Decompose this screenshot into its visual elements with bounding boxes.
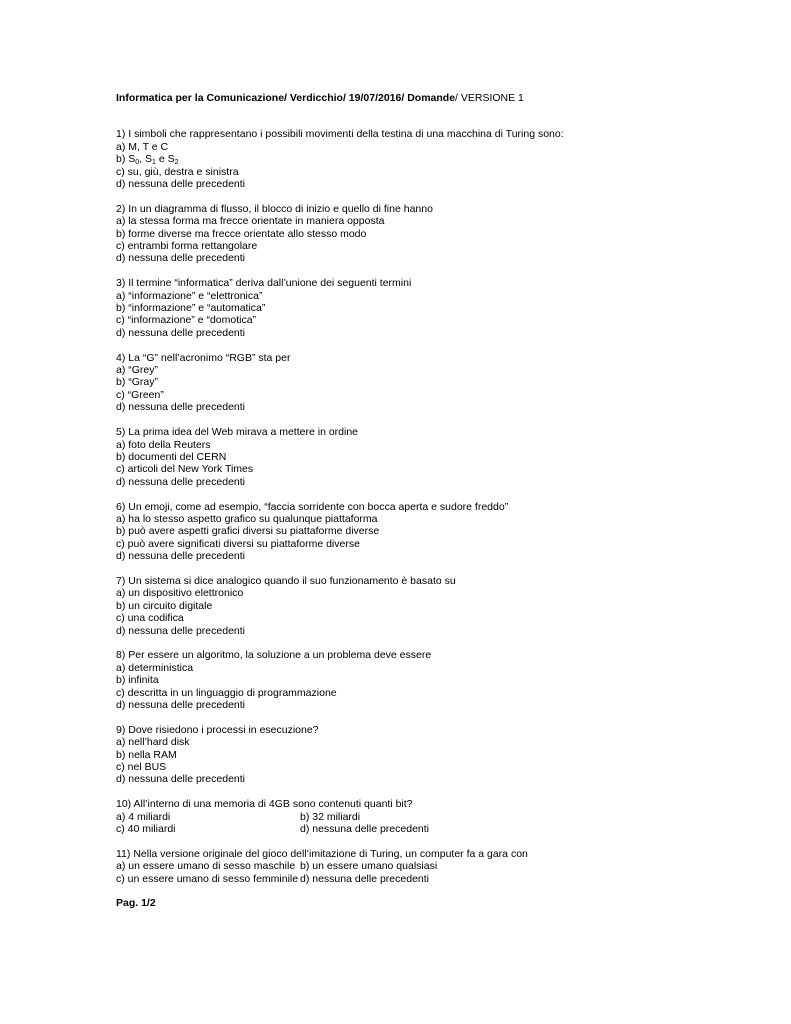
option-b: b) un essere umano qualsiasi (300, 860, 438, 873)
option-d: d) nessuna delle precedenti (116, 401, 246, 414)
option-d: d) nessuna delle precedenti (116, 326, 246, 339)
question-text: 7) Un sistema si dice analogico quando il suo funzionamento è basato su (116, 574, 456, 587)
question-10 (116, 798, 756, 835)
option-a: a) “Grey” (116, 364, 158, 377)
option-b: b) forme diverse ma frecce orientate allo stesso modo (116, 227, 367, 240)
option-a: a) un essere umano di sesso maschile (116, 860, 296, 873)
question-text: 8) Per essere un algoritmo, la soluzione a un problema deve essere (116, 649, 432, 662)
option-a: a) nell’hard disk (116, 736, 190, 749)
option-d: d) nessuna delle precedenti (116, 698, 246, 711)
option-c: c) articoli del New York Times (116, 463, 254, 476)
option-b: b) 32 miliardi (300, 810, 361, 823)
option-b: b) infinita (116, 674, 159, 687)
option-a: a) 4 miliardi (116, 810, 171, 823)
option-a: a) ha lo stesso aspetto grafico su qualunque piattaforma (116, 512, 378, 525)
question-text: 9) Dove risiedono i processi in esecuzione? (116, 723, 319, 736)
option-b-text: b) S (116, 153, 136, 166)
option-d: d) nessuna delle precedenti (116, 475, 246, 488)
option-c: c) una codifica (116, 612, 184, 625)
question-1 (116, 128, 756, 190)
option-c: c) un essere umano di sesso femminile (116, 872, 299, 885)
option-b-text: e S (155, 153, 175, 166)
question-8 (116, 649, 756, 711)
option-b: b) “informazione” e “automatica” (116, 302, 266, 315)
option-c: c) su, giù, destra e sinistra (116, 165, 239, 178)
option-c: c) descritta in un linguaggio di programmazione (116, 686, 337, 699)
question-6 (116, 501, 756, 563)
option-b (116, 153, 756, 165)
option-d: d) nessuna delle precedenti (300, 872, 430, 885)
option-a: a) la stessa forma ma frecce orientate in maniera opposta (116, 215, 385, 228)
option-c: c) può avere significati diversi su piattaforme diverse (116, 537, 360, 550)
option-d: d) nessuna delle precedenti (116, 624, 246, 637)
question-text: 2) In un diagramma di flusso, il blocco di inizio e quello di fine hanno (116, 202, 433, 215)
options-grid (116, 860, 756, 885)
option-b: b) un circuito digitale (116, 599, 213, 612)
options-grid (116, 811, 756, 836)
question-2 (116, 203, 756, 265)
option-d: d) nessuna delle precedenti (116, 773, 246, 786)
exam-header (116, 92, 756, 104)
option-b: b) “Gray” (116, 376, 158, 389)
question-text: 4) La “G” nell’acronimo “RGB” sta per (116, 351, 291, 364)
option-b-text: , S (139, 153, 153, 166)
option-c: c) entrambi forma rettangolare (116, 240, 258, 253)
option-b: b) può avere aspetti grafici diversi su piattaforme diverse (116, 525, 380, 538)
option-d: d) nessuna delle precedenti (300, 823, 430, 836)
subscript: 2 (174, 159, 179, 167)
option-a: a) foto della Reuters (116, 438, 211, 451)
question-text: 5) La prima idea del Web mirava a mettere in ordine (116, 426, 359, 439)
option-a: a) M, T e C (116, 140, 169, 153)
option-b: b) documenti del CERN (116, 450, 227, 463)
option-a: a) “informazione” e “elettronica” (116, 289, 263, 302)
option-d: d) nessuna delle precedenti (116, 252, 246, 265)
question-text: 1) I simboli che rappresentano i possibili movimenti della testina di una macchina di Turing sono: (116, 128, 564, 141)
option-a: a) deterministica (116, 661, 194, 674)
question-text: 6) Un emoji, come ad esempio, “faccia sorridente con bocca aperta e sudore freddo” (116, 500, 509, 513)
header-version: / VERSIONE 1 (455, 92, 524, 104)
subscript: 1 (152, 159, 156, 167)
page-number: Pag. 1/2 (116, 897, 156, 910)
option-c: c) 40 miliardi (116, 823, 176, 836)
option-d: d) nessuna delle precedenti (116, 178, 246, 191)
exam-page (116, 92, 756, 910)
option-a: a) un dispositivo elettronico (116, 587, 244, 600)
subscript: 0 (135, 159, 140, 167)
header-title: Informatica per la Comunicazione/ Verdicchio/ 19/07/2016/ Domande (116, 92, 456, 104)
question-7 (116, 575, 756, 637)
question-11 (116, 848, 756, 885)
question-5 (116, 426, 756, 488)
option-c: c) “Green” (116, 388, 164, 401)
question-text: 11) Nella versione originale del gioco dell’imitazione di Turing, un computer fa a gara con (116, 847, 528, 860)
option-b: b) nella RAM (116, 748, 177, 761)
question-text: 10) All’interno di una memoria di 4GB sono contenuti quanti bit? (116, 798, 413, 811)
option-c: c) “informazione” e “domotica” (116, 314, 257, 327)
question-text: 3) Il termine “informatica” deriva dall’unione dei seguenti termini (116, 277, 412, 290)
option-d: d) nessuna delle precedenti (116, 550, 246, 563)
question-3 (116, 277, 756, 339)
question-9 (116, 724, 756, 786)
option-c: c) nel BUS (116, 761, 167, 773)
question-4 (116, 352, 756, 414)
